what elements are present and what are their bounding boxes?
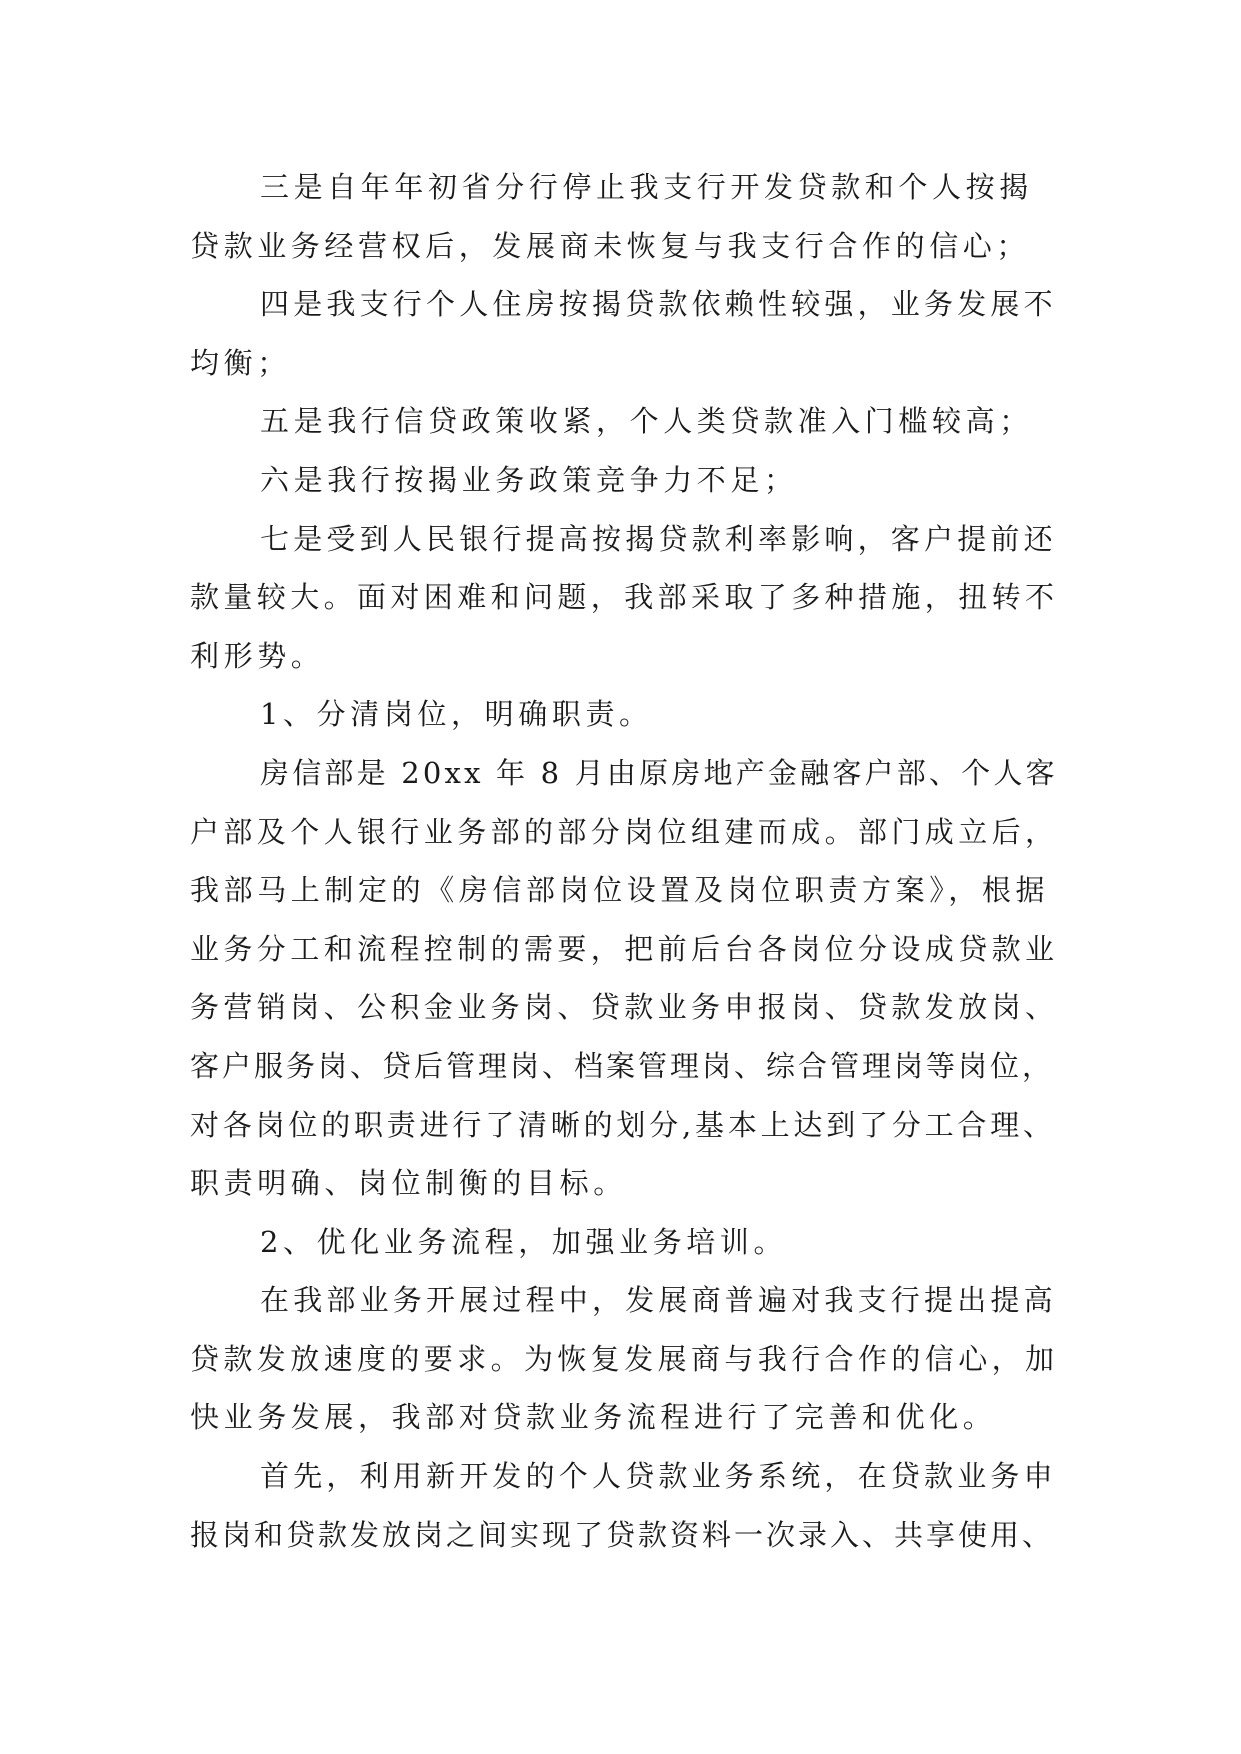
- text-line: 对各岗位的职责进行了清晰的划分,基本上达到了分工合理、: [190, 1107, 1056, 1142]
- text-line: 在我部业务开展过程中，发展商普遍对我支行提出提高: [260, 1283, 1057, 1318]
- text-line: 2、优化业务流程，加强业务培训。: [260, 1224, 788, 1259]
- text-line: 六是我行按揭业务政策竞争力不足；: [260, 462, 798, 497]
- text-line: 1、分清岗位，明确职责。: [260, 697, 653, 732]
- text-line: 业务分工和流程控制的需要，把前后台各岗位分设成贷款业: [190, 931, 1059, 966]
- text-line: 报岗和贷款发放岗之间实现了贷款资料一次录入、共享使用、: [190, 1517, 1055, 1552]
- text-line: 七是受到人民银行提高按揭贷款利率影响，客户提前还: [260, 521, 1057, 556]
- text-line: 贷款发放速度的要求。为恢复发展商与我行合作的信心，加: [190, 1341, 1059, 1376]
- text-line: 贷款业务经营权后，发展商未恢复与我支行合作的信心；: [190, 228, 1031, 263]
- text-line: 快业务发展，我部对贷款业务流程进行了完善和优化。: [190, 1400, 997, 1435]
- text-line: 均衡；: [190, 345, 291, 380]
- text-line: 四是我支行个人住房按揭贷款依赖性较强，业务发展不: [260, 287, 1057, 322]
- text-line: 户部及个人银行业务部的部分岗位组建而成。部门成立后，: [190, 814, 1059, 849]
- text-line: 客户服务岗、贷后管理岗、档案管理岗、综合管理岗等岗位，: [190, 1048, 1055, 1083]
- text-line: 首先，利用新开发的个人贷款业务系统，在贷款业务申: [260, 1459, 1057, 1494]
- text-line: 五是我行信贷政策收紧，个人类贷款准入门槛较高；: [260, 404, 1033, 439]
- text-line: 利形势。: [190, 638, 325, 673]
- text-line: 房信部是 20xx 年 8 月由原房地产金融客户部、个人客: [260, 755, 1058, 790]
- text-line: 务营销岗、公积金业务岗、贷款业务申报岗、贷款发放岗、: [190, 990, 1059, 1025]
- text-line: 款量较大。面对困难和问题，我部采取了多种措施，扭转不: [190, 580, 1059, 615]
- text-line: 职责明确、岗位制衡的目标。: [190, 1166, 627, 1201]
- text-line: 我部马上制定的《房信部岗位设置及岗位职责方案》，根据: [190, 873, 1050, 908]
- body-text: [190, 158, 1059, 1564]
- text-line: 三是自年年初省分行停止我支行开发贷款和个人按揭: [260, 170, 1033, 204]
